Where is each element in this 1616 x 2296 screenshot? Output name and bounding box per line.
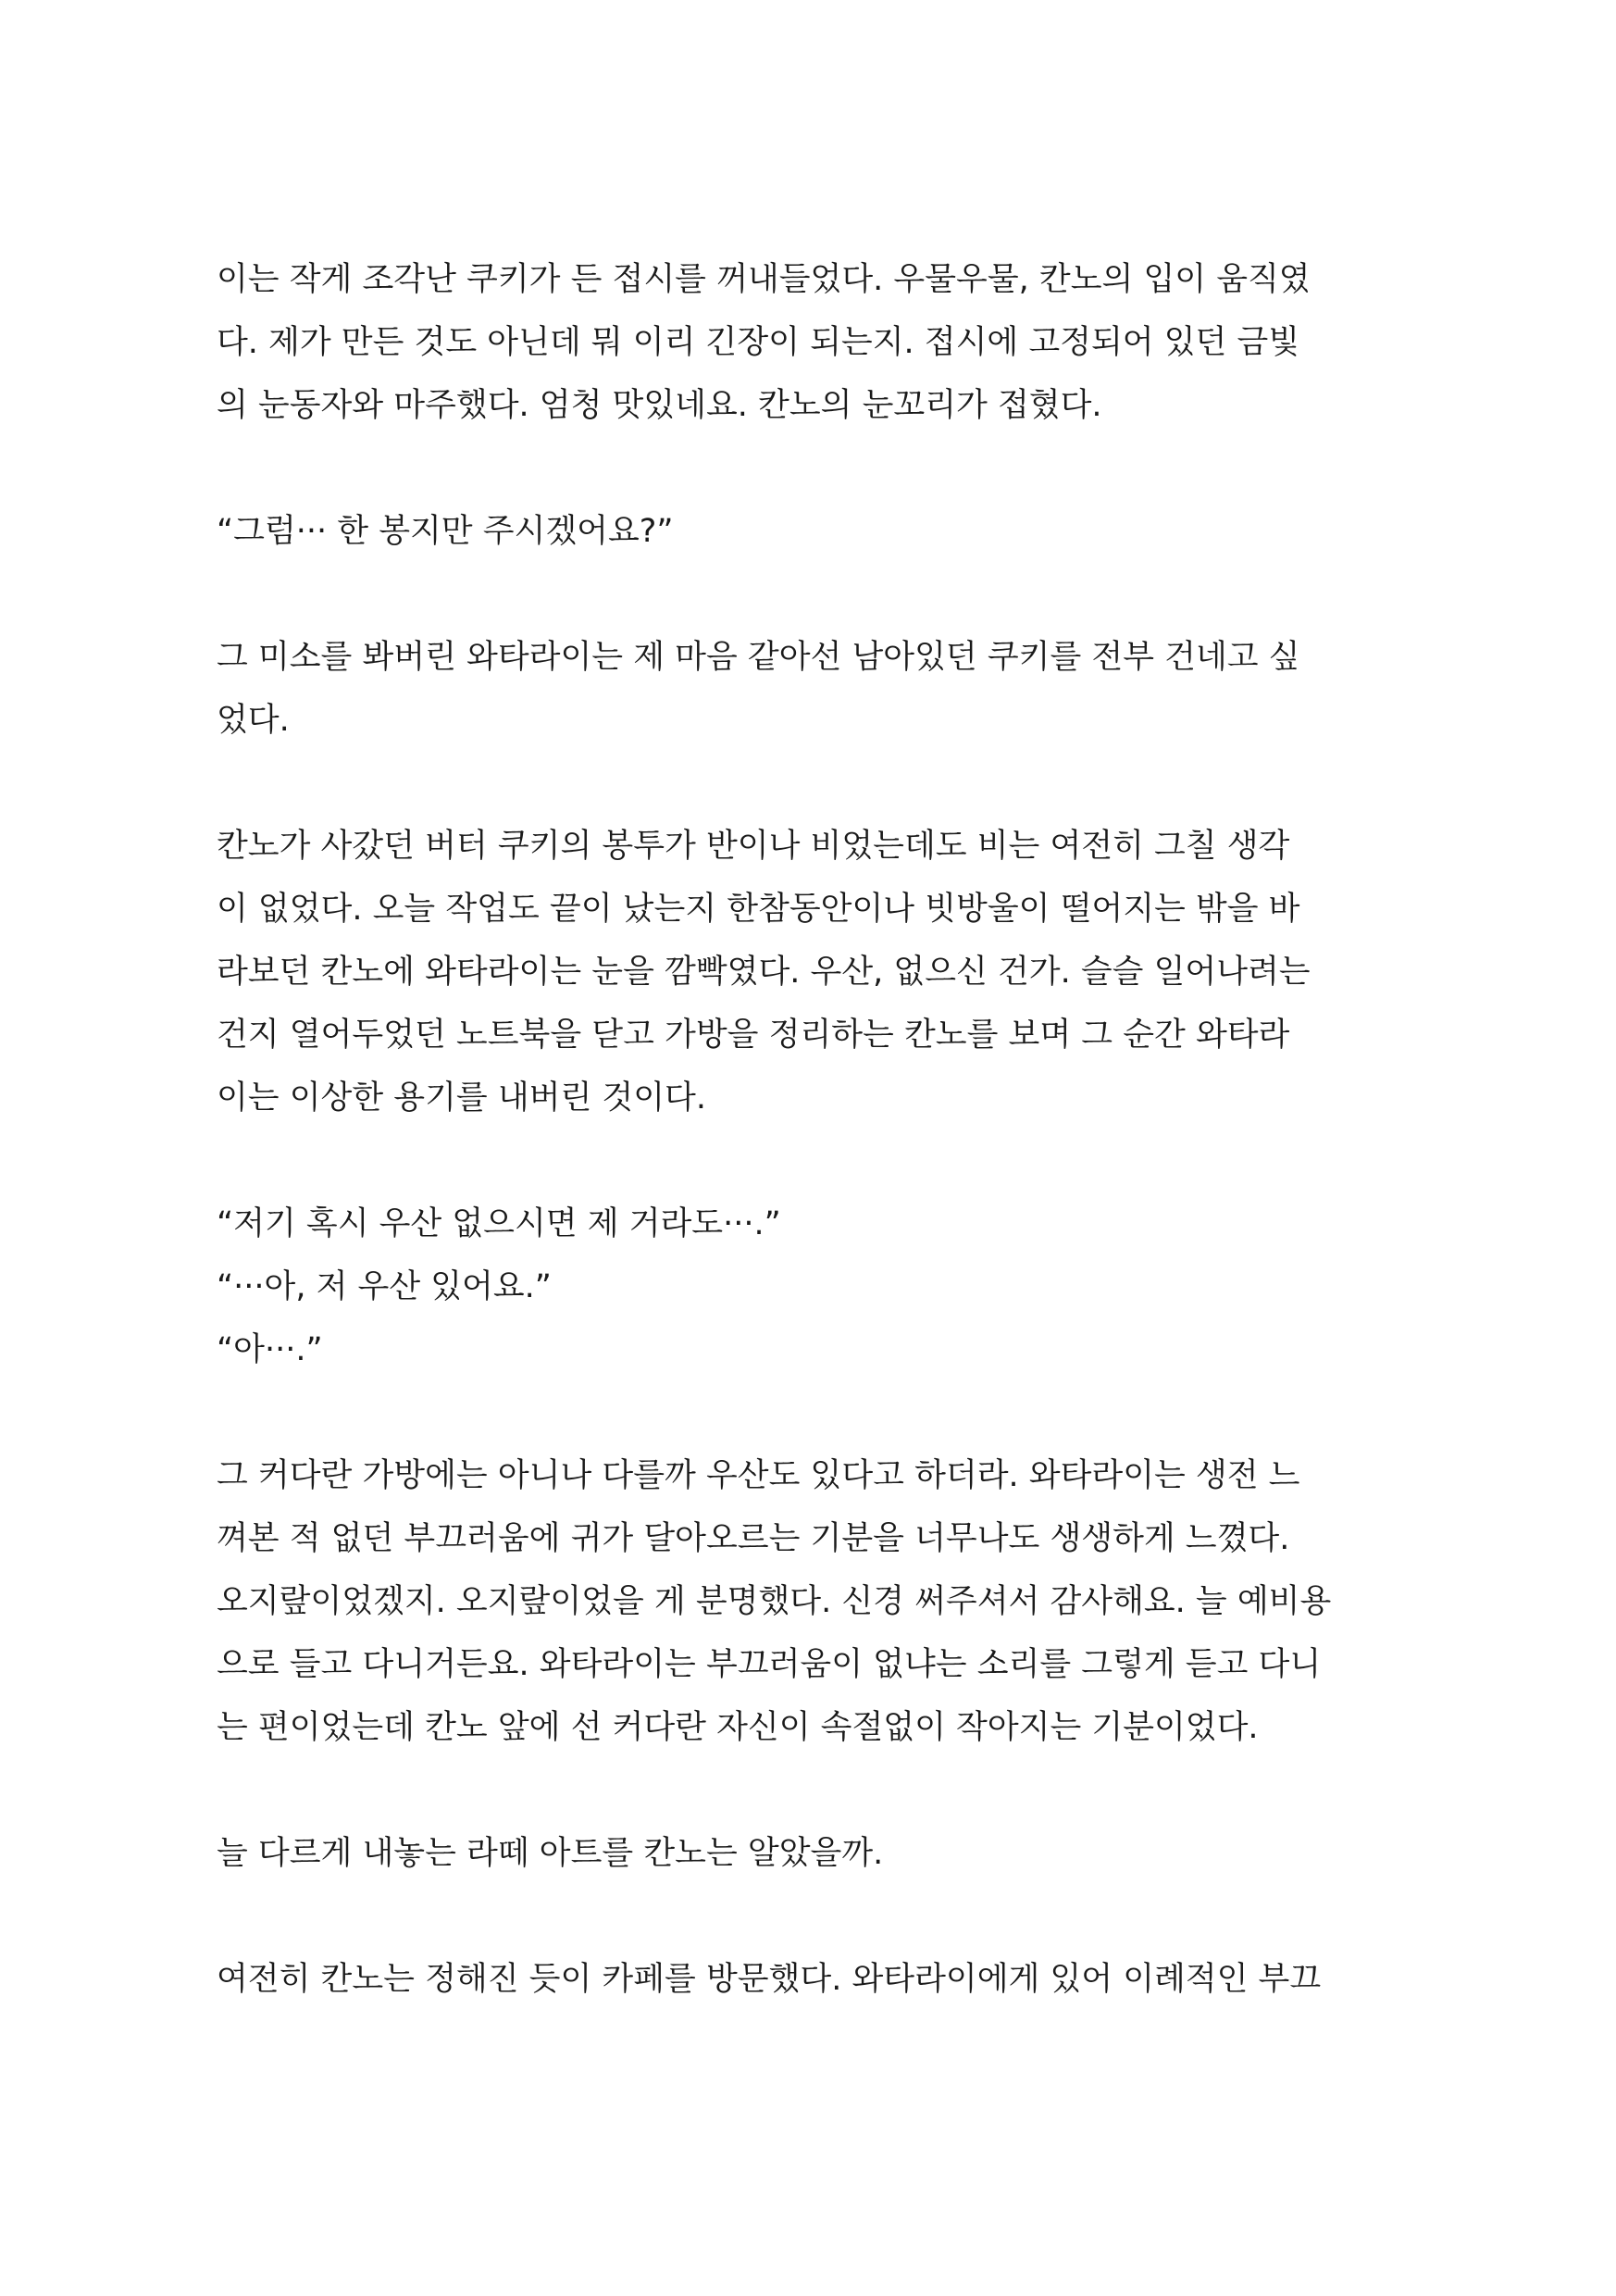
text-line: 오지랖이었겠지. 오지랖이었을 게 분명했다. 신경 써주셔서 감사해요. 늘 예비용 (217, 1583, 1332, 1620)
dialogue-line: “저기 혹시 우산 없으시면 제 거라도···.” (217, 1205, 781, 1242)
text-line: 이는 작게 조각난 쿠키가 든 접시를 꺼내들었다. 우물우물, 칸노의 입이 움직였 (217, 261, 1311, 298)
text-line: 는 편이었는데 칸노 앞에 선 커다란 자신이 속절없이 작아지는 기분이었다. (217, 1709, 1259, 1746)
text-line: 이는 이상한 용기를 내버린 것이다. (217, 1079, 706, 1117)
text-line: 그 미소를 봐버린 와타라이는 제 마음 같아선 남아있던 쿠키를 전부 건네고 싶 (217, 639, 1300, 676)
text-line: 여전히 칸노는 정해진 듯이 카페를 방문했다. 와타라이에게 있어 이례적인 부끄 (217, 1961, 1322, 1998)
paragraph-latte-art (217, 1822, 1401, 1885)
document-body (217, 248, 1401, 2011)
dialogue-one-bag (217, 500, 1401, 563)
text-line: 그 커다란 가방에는 아니나 다를까 우산도 있다고 하더라. 와타라이는 생전 느 (217, 1457, 1300, 1494)
dialogue-line: “그럼··· 한 봉지만 주시겠어요?” (217, 513, 674, 550)
text-line: 이 없었다. 오늘 작업도 끝이 났는지 한참동안이나 빗방울이 떨어지는 밖을 바 (217, 891, 1300, 928)
text-line: 라보던 칸노에 와타라이는 눈을 깜빡였다. 우산, 없으신 건가. 슬슬 일어나려는 (217, 954, 1311, 991)
text-line: 의 눈동자와 마주했다. 엄청 맛있네요. 칸노의 눈꼬리가 접혔다. (217, 387, 1102, 424)
text-line: 건지 열어두었던 노트북을 닫고 가방을 정리하는 칸노를 보며 그 순간 와타라 (217, 1017, 1290, 1054)
dialogue-line: “···아, 저 우산 있어요.” (217, 1268, 552, 1305)
text-line: 으로 들고 다니거든요. 와타라이는 부끄러움이 없냐는 소리를 그렇게 듣고 다니 (217, 1646, 1322, 1683)
text-line: 껴본 적 없던 부끄러움에 귀가 달아오르는 기분을 너무나도 생생하게 느꼈다. (217, 1520, 1290, 1557)
paragraph-cookie-plate (217, 248, 1401, 437)
paragraph-embarrassment (217, 1444, 1401, 1759)
dialogue-umbrella (217, 1192, 1401, 1381)
text-line: 었다. (217, 702, 290, 739)
paragraph-smile (217, 626, 1401, 752)
paragraph-rain (217, 815, 1401, 1129)
text-line: 다. 제가 만든 것도 아닌데 뭐 이리 긴장이 되는지. 접시에 고정되어 있던 금빛 (217, 324, 1300, 361)
dialogue-line: “아···.” (217, 1331, 323, 1368)
text-line: 늘 다르게 내놓는 라떼 아트를 칸노는 알았을까. (217, 1835, 884, 1872)
paragraph-cafe-visit (217, 1948, 1401, 2011)
text-line: 칸노가 사갔던 버터 쿠키의 봉투가 반이나 비었는데도 비는 여전히 그칠 생각 (217, 828, 1290, 865)
